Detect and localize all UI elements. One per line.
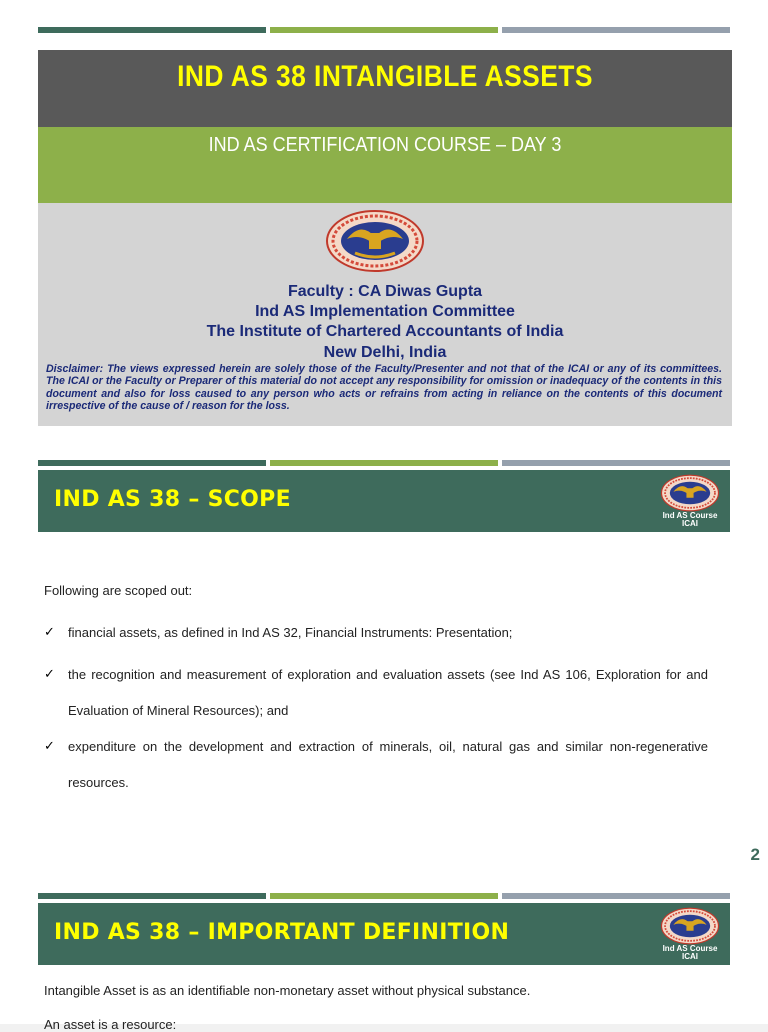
city-name: New Delhi, India <box>323 344 447 361</box>
check-icon: ✓ <box>44 738 55 753</box>
institute-name: The Institute of Chartered Accountants of India <box>206 323 564 340</box>
icai-logo-icon <box>658 474 722 512</box>
logo-caption: Ind AS Course <box>662 944 718 953</box>
section-header <box>38 470 730 532</box>
logo-caption: ICAI <box>682 519 698 528</box>
bullet-text: financial assets, as defined in Ind AS 32, Financial Instruments: Presentation; <box>68 625 513 640</box>
slide-title: IND AS 38 INTANGIBLE ASSETS <box>177 60 593 93</box>
definition-text: Intangible Asset is as an identifiable non-monetary asset without physical substance. <box>44 983 531 998</box>
check-icon: ✓ <box>44 624 55 639</box>
slide-subtitle: IND AS CERTIFICATION COURSE – DAY 3 <box>208 134 562 156</box>
course-logo <box>650 474 730 530</box>
list-item <box>44 662 708 734</box>
decorative-stripes <box>38 893 730 899</box>
subtitle-banner <box>38 127 732 203</box>
disclaimer-text: Disclaimer: The views expressed herein are solely those of the Faculty/Presenter and not that of the ICAI or any of its committees. The ICAI or the Faculty or Preparer of this material do not accept any responsibility for omission or inadequacy of the contents in this document and also for loss caused to any person who acts or refrains from acting in reliance on the contents of this document irrespective of the cause of / reason for the loss. <box>46 363 722 413</box>
definition-slide <box>0 878 768 1032</box>
faculty-panel <box>38 203 732 426</box>
committee-name: Ind AS Implementation Committee <box>255 303 515 320</box>
decorative-stripes <box>38 27 730 33</box>
decorative-stripes <box>38 460 730 466</box>
logo-caption: ICAI <box>682 952 698 961</box>
check-icon: ✓ <box>44 666 55 681</box>
course-logo <box>650 907 730 963</box>
faculty-name: Faculty : CA Diwas Gupta <box>287 283 483 300</box>
definition-text: An asset is a resource: <box>44 1017 177 1032</box>
section-title: IND AS 38 – SCOPE <box>54 487 291 512</box>
icai-logo-icon <box>658 907 722 945</box>
intro-text: Following are scoped out: <box>44 583 193 598</box>
title-slide <box>0 0 768 433</box>
scope-slide <box>0 433 768 878</box>
logo-caption: Ind AS Course <box>662 511 718 520</box>
list-item <box>44 735 708 790</box>
title-banner <box>38 50 732 127</box>
icai-logo-icon <box>325 209 425 273</box>
bullet-text: expenditure on the development and extraction of minerals, oil, natural gas and similar non-regenerative resources. <box>68 739 708 790</box>
bullet-text: the recognition and measurement of exploration and evaluation assets (see Ind AS 106, Exploration for and Evaluation of Mineral Resources); and <box>68 667 708 718</box>
section-header <box>38 903 730 965</box>
section-title: IND AS 38 – IMPORTANT DEFINITION <box>54 920 510 945</box>
page-number: 2 <box>750 845 760 864</box>
